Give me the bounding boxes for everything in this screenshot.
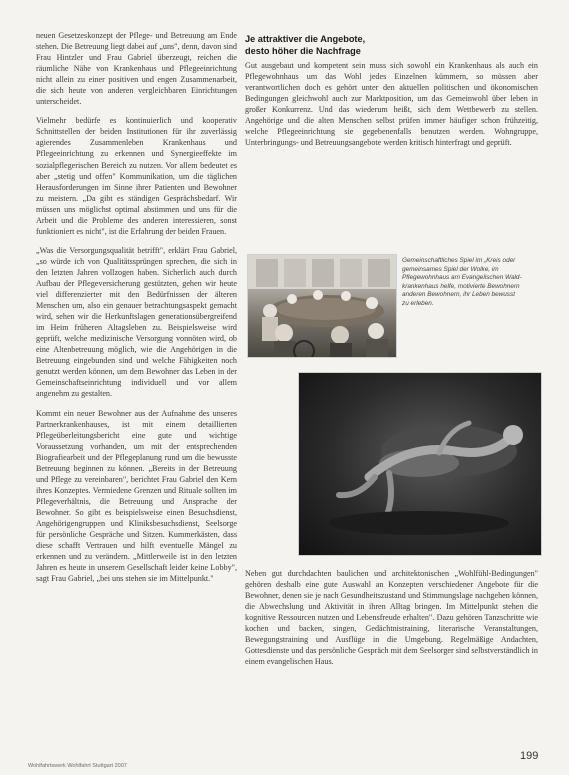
page-number: 199 <box>520 750 539 762</box>
group-therapy-photo <box>247 254 397 358</box>
paragraph: Gut ausgebaut und kompetent sein muss sich sowohl ein Krankenhaus als auch ein Pflegewohnhaus um das Wohl jedes Einzelnen kümmern, so müssen aber verantwortlichen doch es gehört unter den aktuellen politischen und ökonomischen Bedingungen gleichwohl auch zur Marktposition, um das Gemeinwohl über leben in großer Konkurrenz. Und das wiederum heißt, sich dem Wettbewerb zu stellen. Angehörige und die alten Menschen selbst prüfen immer häufiger schon frühzeitig, welche Pflegeeinrichtung sie gegebenenfalls benutzen werden. Wohngruppe, Unterbringungs- und Betreuungsangebote werden kritisch hinterfragt und geprüft. <box>245 61 538 148</box>
left-text-column <box>36 30 237 592</box>
paragraph: Kommt ein neuer Bewohner aus der Aufnahme des unseres Partnerkrankenhauses, ist mit einem detaillierten Pflegeüberleitungsbericht eine gute und wichtige Voraussetzung vorhanden, um mit der entsprechenden Biografiearbeit und der Pflegeplanung rund um die bewusste Betreuung beginnen zu können. „Bereits in der Betreuung und Pflege zu vereinbaren", berichtet Frau Gabriel den Kern ihres Konzeptes. Vermiedene Grenzen und Rituale sollten im Pflegeverhältnis, die Betreuung und Ansprache der Bewohner. So gibt es beispielsweise einen Besuchsdienst, Angehörigengruppen und Kliniksbesuchsdienst, Seelsorge für persönliche Gespräche und Sitzen. Kummerkästen, dass diese schafft Vertrauen und hilft eventuelle Mängel zu erkennen und zu verändern. „Mittlerweile ist in den letzten Jahren es heute in unserem Gesellschaft leider keine Lobby", sagt Frau Gabriel, „bei uns stehen sie im Mittelpunkt." <box>36 408 237 584</box>
water-therapy-illustration <box>299 373 541 555</box>
paragraph: neuen Gesetzeskonzept der Pflege- und Betreuung am Ende stehen. Die Betreuung liegt dabei auf „uns", denn, davon sind Frau Hintzler und Frau Gabriel überzeugt, reichen die räumliche Nähe von Krankenhaus und Pflegeeinrichtung nicht allein zu einer positiven und engen Zusammenarbeit, die sich heute von anderen vergleichbaren Einrichtungen unterscheidet. <box>36 31 237 107</box>
water-therapy-photo <box>298 372 542 556</box>
paragraph: „Was die Versorgungsqualität betrifft", erklärt Frau Gabriel, „so würde ich von Qualitätssprüngen sprechen, die sich in den letzten Jahren vollzogen haben. Sicherlich auch durch Aufbau der Pflegeversicherung gestützten, gehen wir heute viel differenzierter mit den Bedürfnissen der älteren Menschen um, also ein genauer betrachtungsaspekt gemacht wird, sehen wir die Herkunftslagen generationsübergreifend im Heim früheren Altagsleben zu. Beispielsweise wird geprüft, welche medizinische Versorgung vonnöten wird, ob eine Altenbetreuung möglich, wie die Angehörigen in die Betreuung eingebunden sind und welche Fähigkeiten noch genutzt werden können, um dem Bewohner das Leben in der Gemeinschaftseinrichtung individuell und vor allem angenehm zu gestalten. <box>36 245 237 399</box>
paragraph: Vielmehr bedürfe es kontinuierlich und kooperativ Schnittstellen der beiden Institutionen für ihr zuverlässig agierendes Zusammenleben Krankenhaus und Pflegeeinrichtung zu erkennen und Synergieeffekte im sozialpflegerischen Bereich zu nutzen. Vor allem bedeutet es aber „stetig und offen" Kommunikation, um die täglichen Herausforderungen im Sinne ihrer Patienten und Bewohner zu meistern. „Da gibt es ständigen Gesprächsbedarf. Wir müssen uns möglichst optimal abstimmen und uns für die Arbeit und die Probleme des anderen interessieren, sonst funktioniert es nicht", ist die Erfahrung der beiden Frauen. <box>36 116 237 236</box>
right-bottom-text-column <box>245 568 538 675</box>
heading-line: desto höher die Nachfrage <box>245 45 361 56</box>
section-heading <box>245 34 538 57</box>
heading-line: Je attraktiver die Angebote, <box>245 34 366 44</box>
journal-footer: Wohlfahrtswerk Wohlfahrt Stuttgart 2007 <box>28 763 127 769</box>
photo-caption: Gemeinschaftliches Spiel im „Kreis oder gemeinsames Spiel der Wolke, im Pflegewohnhaus am Evangelischen Wald-krankenhaus helfe, motivierte Bewohnern anderen Bewohnern, ihr Leben bewusst zu erleben. <box>402 257 522 307</box>
right-top-text-column <box>245 60 538 156</box>
group-therapy-illustration <box>248 255 396 357</box>
paragraph: Neben gut durchdachten baulichen und architektonischen „Wohlfühl-Bedingungen" gehören deshalb eine gute Auswahl an Konzepten verschiedener Angebote für die Bewohner, denen sie je nach Gesundheitszustand und Stimmungslage nachgehen können, die Abwechslung und Aktivität in ihren Alltag bringen. Im Mittelpunkt stehen die kognitive Ressourcen nutzen und Lebensfreude erhalten". Dazu gehören Tanzschritte wie kochen und backen, singen, Gedächtnistraining, literarische Veranstaltungen, Bewegungstraining und Ausflüge in die Umgebung. Regelmäßige Andachten, Gottesdienste und das persönliche Gespräch mit dem Seelsorger sind selbstverständlich in einem evangelischen Haus. <box>245 569 538 667</box>
